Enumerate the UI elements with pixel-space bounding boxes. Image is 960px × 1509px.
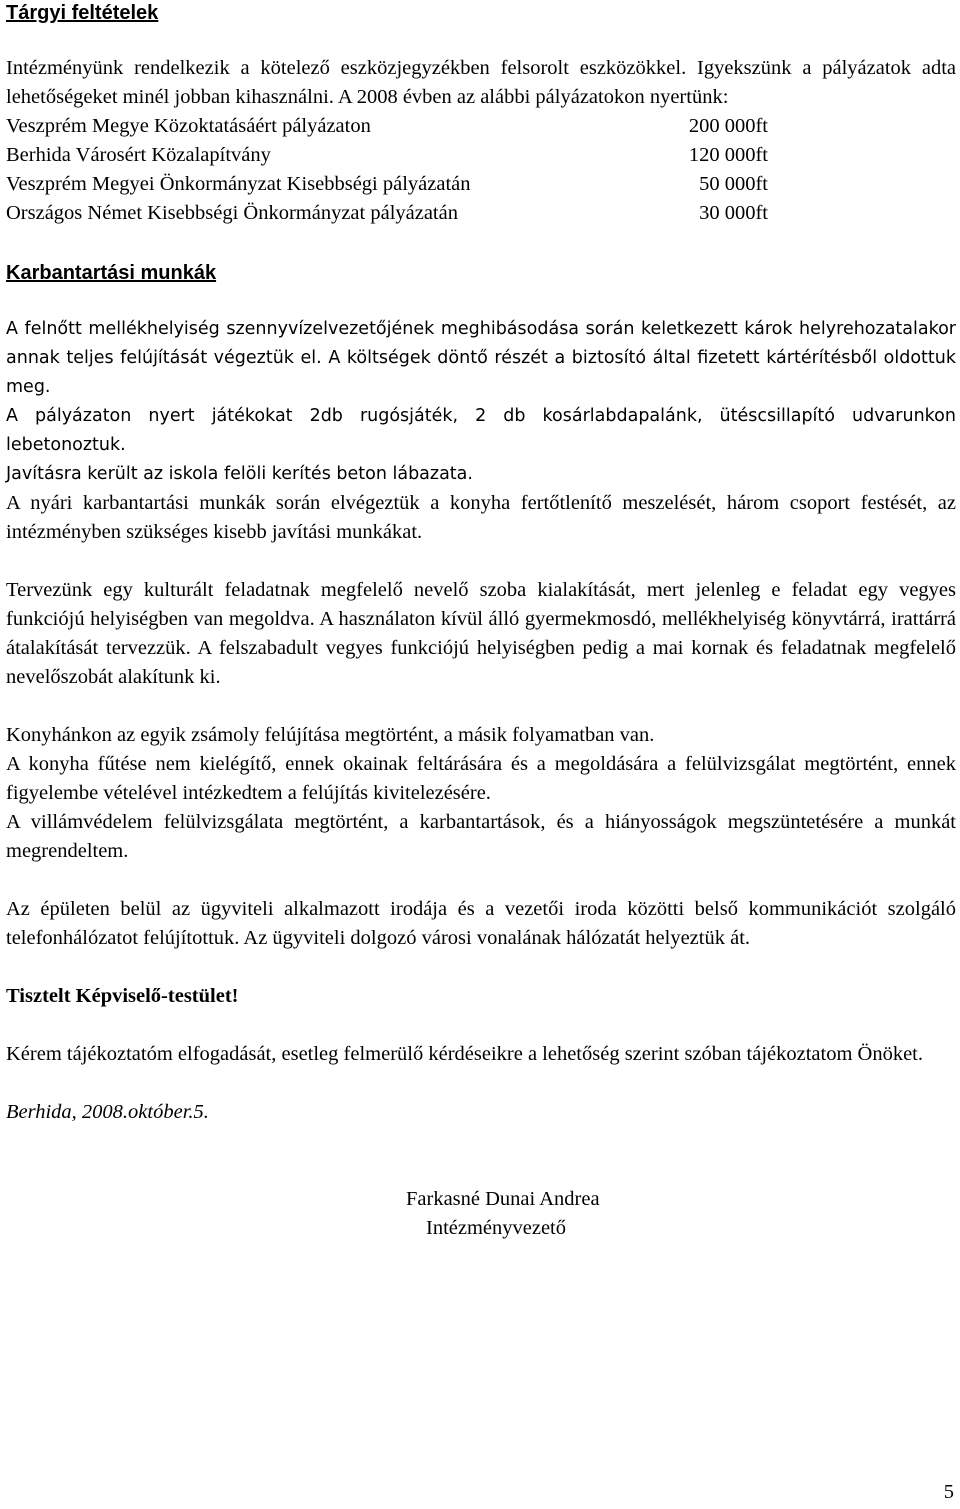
award-name: Veszprém Megye Közoktatásáért pályázaton (6, 115, 371, 137)
spacer (6, 692, 956, 721)
maintenance-paragraph: A pályázaton nyert játékokat 2db rugósjáték, 2 db kosárlabdapalánk, ütéscsillapító udvarunkon lebetonoztuk. (6, 406, 956, 455)
signatory-role: Intézményvezető (426, 1217, 567, 1239)
phone-network-paragraph: Az épületen belül az ügyviteli alkalmazott irodája és a vezetői iroda közötti belső kommunikációt szolgáló telefonhálózatot felújítottuk. Az ügyviteli dolgozó városi vonalának hálózatát helyeztük át. (6, 898, 956, 949)
award-row (6, 141, 956, 170)
spacer (6, 228, 956, 260)
award-name: Országos Német Kisebbségi Önkormányzat pályázatán (6, 202, 458, 224)
plans-paragraph: Tervezünk egy kulturált feladatnak megfelelő nevelő szoba kialakítását, mert jelenleg e feladat egy vegyes funkciójú helyiségben van megoldva. A használaton kívül álló gyermekmosdó, mellékhelyiség könyvtárrá, irattárrá átalakítását tervezzük. A felszabadult vegyes funkciójú helyiségben pedig a mai kornak és feladatnak megfelelő nevelőszobát alakítunk ki. (6, 579, 956, 688)
equipment-intro-paragraph: Intézményünk rendelkezik a kötelező eszközjegyzékben felsorolt eszközökkel. Igyekszünk a pályázatok adta lehetőségeket minél jobban kihasználni. A 2008 évben az alábbi pályázatokon nyertünk: (6, 57, 956, 108)
award-amount: 200 000ft (688, 115, 768, 137)
kitchen-paragraph: Konyhánkon az egyik zsámoly felújítása megtörtént, a másik folyamatban van. (6, 724, 655, 746)
spacer (6, 866, 956, 895)
maintenance-paragraph: Javításra került az iskola felöli kerítés beton lábazata. (6, 464, 473, 484)
award-row (6, 170, 956, 199)
kitchen-paragraph: A konyha fűtése nem kielégítő, ennek okainak feltárására és a megoldására a felülvizsgálat megtörtént, ennek figyelembe vételével intézkedtem a felújítás kivitelezésére. (6, 753, 956, 804)
award-amount: 50 000ft (699, 173, 768, 195)
award-amount: 30 000ft (699, 202, 768, 224)
maintenance-paragraph: A felnőtt mellékhelyiség szennyvízelvezetőjének meghibásodása során keletkezett károk helyrehozatalakor annak teljes felújítását végeztük el. A költségek döntő részét a biztosító által fizetett kártérítésből oldottuk meg. (6, 319, 956, 397)
request-paragraph: Kérem tájékoztatóm elfogadását, esetleg felmerülő kérdéseikre a lehetőség szerint szóban tájékoztatom Önöket. (6, 1043, 923, 1065)
spacer (6, 1011, 956, 1040)
document-page (6, 0, 956, 1243)
spacer (6, 1127, 956, 1185)
spacer (6, 286, 956, 315)
signature-block (406, 1185, 956, 1243)
spacer (6, 26, 956, 54)
page-number: 5 (943, 1481, 954, 1503)
section-title-karbantartasi-munkak: Karbantartási munkák (6, 262, 217, 284)
award-amount: 120 000ft (688, 144, 768, 166)
spacer (6, 1069, 956, 1098)
salutation: Tisztelt Képviselő-testület! (6, 985, 239, 1007)
award-row (6, 199, 956, 228)
maintenance-block (6, 315, 956, 489)
section-title-targyi-feltetelek: Tárgyi feltételek (6, 2, 159, 24)
spacer (6, 953, 956, 982)
award-name: Veszprém Megyei Önkormányzat Kisebbségi pályázatán (6, 173, 471, 195)
signatory-name: Farkasné Dunai Andrea (406, 1188, 600, 1210)
place-date: Berhida, 2008.október.5. (6, 1101, 209, 1123)
award-list (6, 112, 956, 228)
kitchen-paragraph: A villámvédelem felülvizsgálata megtörtént, a karbantartások, és a hiányosságok megszüntetésére a munkát megrendeltem. (6, 811, 956, 862)
summer-maintenance-paragraph: A nyári karbantartási munkák során elvégeztük a konyha fertőtlenítő meszelését, három csoport festését, az intézményben szükséges kisebb javítási munkákat. (6, 492, 956, 543)
award-row (6, 112, 956, 141)
award-name: Berhida Városért Közalapítvány (6, 144, 271, 166)
spacer (6, 547, 956, 576)
